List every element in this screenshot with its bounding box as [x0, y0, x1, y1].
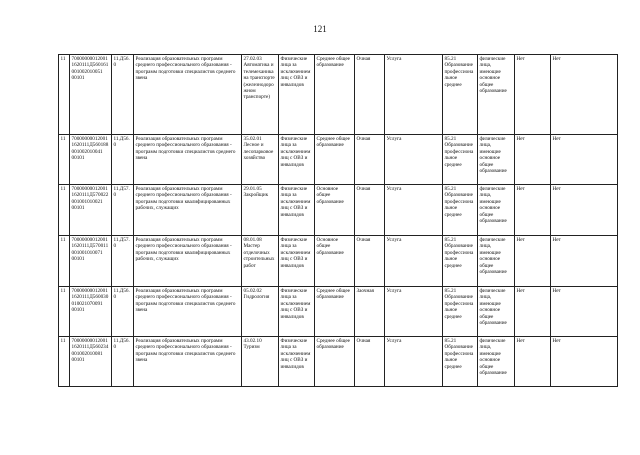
education-base: Среднее общее образование [315, 287, 355, 337]
consumers: физические лица, имеющие основное общее образование [478, 236, 515, 287]
registry-code: 700000000120011620111Д560234001002010081 00101 [70, 337, 112, 387]
services-table [58, 54, 618, 387]
service-type: Услуга [385, 337, 443, 387]
study-form: Заочная [355, 287, 385, 337]
consumer-category: Физические лица за исключением лиц с ОВЗ и инвалидов [279, 236, 315, 287]
table-row [59, 337, 618, 387]
study-form: Очная [355, 185, 385, 236]
specialty: 27.02.03 Автоматика и телемеханика на транспорте (железнодорожном транспорте) [242, 55, 279, 135]
service-type: Услуга [385, 135, 443, 185]
service-type: Услуга [385, 236, 443, 287]
consumers: физические лица, имеющие основное общее образование [478, 287, 515, 337]
flag-1: Нет [515, 287, 551, 337]
service-type: Услуга [385, 287, 443, 337]
flag-1: Нет [515, 185, 551, 236]
program-name: Реализация образовательных программ среднего профессионального образования - программ подготовки квалифицированных рабочих, служащих [134, 236, 242, 287]
flag-1: Нет [515, 337, 551, 387]
okved-indicator: 85.21 Образование профессиональное среднее [443, 236, 478, 287]
registry-code: 700000000120011620111Д570011001001010071 00101 [70, 236, 112, 287]
okved-indicator: 85.21 Образование профессиональное среднее [443, 55, 478, 135]
flag-1: Нет [515, 55, 551, 135]
flag-2: Нет [551, 337, 618, 387]
flag-1: Нет [515, 236, 551, 287]
table-row [59, 135, 618, 185]
program-name: Реализация образовательных программ среднего профессионального образования - программ подготовки специалистов среднего звена [134, 337, 242, 387]
consumer-category: Физические лица за исключением лиц с ОВЗ и инвалидов [279, 337, 315, 387]
program-name: Реализация образовательных программ среднего профессионального образования - программ подготовки квалифицированных рабочих, служащих [134, 185, 242, 236]
row-number: 11 [59, 55, 70, 135]
row-number: 11 [59, 236, 70, 287]
flag-1: Нет [515, 135, 551, 185]
study-form: Очная [355, 55, 385, 135]
consumer-category: Физические лица за исключением лиц с ОВЗ и инвалидов [279, 287, 315, 337]
registry-code: 700000000120011620111Д560188001002010041 00101 [70, 135, 112, 185]
table-row [59, 287, 618, 337]
row-number: 11 [59, 337, 70, 387]
okved-indicator: 85.21 Образование профессиональное среднее [443, 185, 478, 236]
consumers: физические лица, имеющие основное общее образование [478, 135, 515, 185]
flag-2: Нет [551, 287, 618, 337]
service-type: Услуга [385, 185, 443, 236]
study-form: Очная [355, 135, 385, 185]
education-base: Среднее общее образование [315, 135, 355, 185]
table-row [59, 185, 618, 236]
education-base: Среднее общее образование [315, 337, 355, 387]
service-kind: 11.Д57.0 [112, 185, 134, 236]
education-base: Основное общее образование [315, 185, 355, 236]
consumers: физические лица, имеющие основное общее образование [478, 337, 515, 387]
program-name: Реализация образовательных программ среднего профессионального образования - программ подготовки специалистов среднего звена [134, 287, 242, 337]
specialty: 35.02.01 Лесное и лесопарковое хозяйство [242, 135, 279, 185]
flag-2: Нет [551, 55, 618, 135]
specialty: 08.01.08 Мастер отделочных строительных работ [242, 236, 279, 287]
study-form: Очная [355, 236, 385, 287]
flag-2: Нет [551, 185, 618, 236]
program-name: Реализация образовательных программ среднего профессионального образования - программ подготовки специалистов среднего звена [134, 55, 242, 135]
consumers: физические лица, имеющие основное общее образование [478, 55, 515, 135]
okved-indicator: 85.21 Образование профессиональное среднее [443, 337, 478, 387]
consumer-category: Физические лица за исключением лиц с ОВЗ и инвалидов [279, 185, 315, 236]
flag-2: Нет [551, 135, 618, 185]
okved-indicator: 85.21 Образование профессиональное среднее [443, 135, 478, 185]
service-kind: 11.Д57.0 [112, 236, 134, 287]
table-row [59, 55, 618, 135]
consumer-category: Физические лица за исключением лиц с ОВЗ и инвалидов [279, 55, 315, 135]
service-kind: 11.Д56.0 [112, 287, 134, 337]
consumers: физические лица, имеющие основное общее образование [478, 185, 515, 236]
registry-code: 700000000120011620111Д560161001002010051 00101 [70, 55, 112, 135]
specialty: 05.02.02 Гидрология [242, 287, 279, 337]
program-name: Реализация образовательных программ среднего профессионального образования - программ подготовки специалистов среднего звена [134, 135, 242, 185]
education-base: Основное общее образование [315, 236, 355, 287]
table-row [59, 236, 618, 287]
education-base: Среднее общее образование [315, 55, 355, 135]
registry-code: 700000000120011620111Д560030010021070091 00101 [70, 287, 112, 337]
registry-code: 700000000120011620111Д570022001001010021 00101 [70, 185, 112, 236]
page-number: 121 [313, 24, 327, 34]
service-kind: 11.Д56.0 [112, 55, 134, 135]
row-number: 11 [59, 287, 70, 337]
service-kind: 11.Д56.0 [112, 135, 134, 185]
specialty: 43.02.10 Туризм [242, 337, 279, 387]
services-table-container [58, 54, 617, 387]
consumer-category: Физические лица за исключением лиц с ОВЗ и инвалидов [279, 135, 315, 185]
okved-indicator: 85.21 Образование профессиональное среднее [443, 287, 478, 337]
service-kind: 11.Д56.0 [112, 337, 134, 387]
service-type: Услуга [385, 55, 443, 135]
row-number: 11 [59, 135, 70, 185]
flag-2: Нет [551, 236, 618, 287]
row-number: 11 [59, 185, 70, 236]
specialty: 29.01.05 Закройщик [242, 185, 279, 236]
study-form: Очная [355, 337, 385, 387]
